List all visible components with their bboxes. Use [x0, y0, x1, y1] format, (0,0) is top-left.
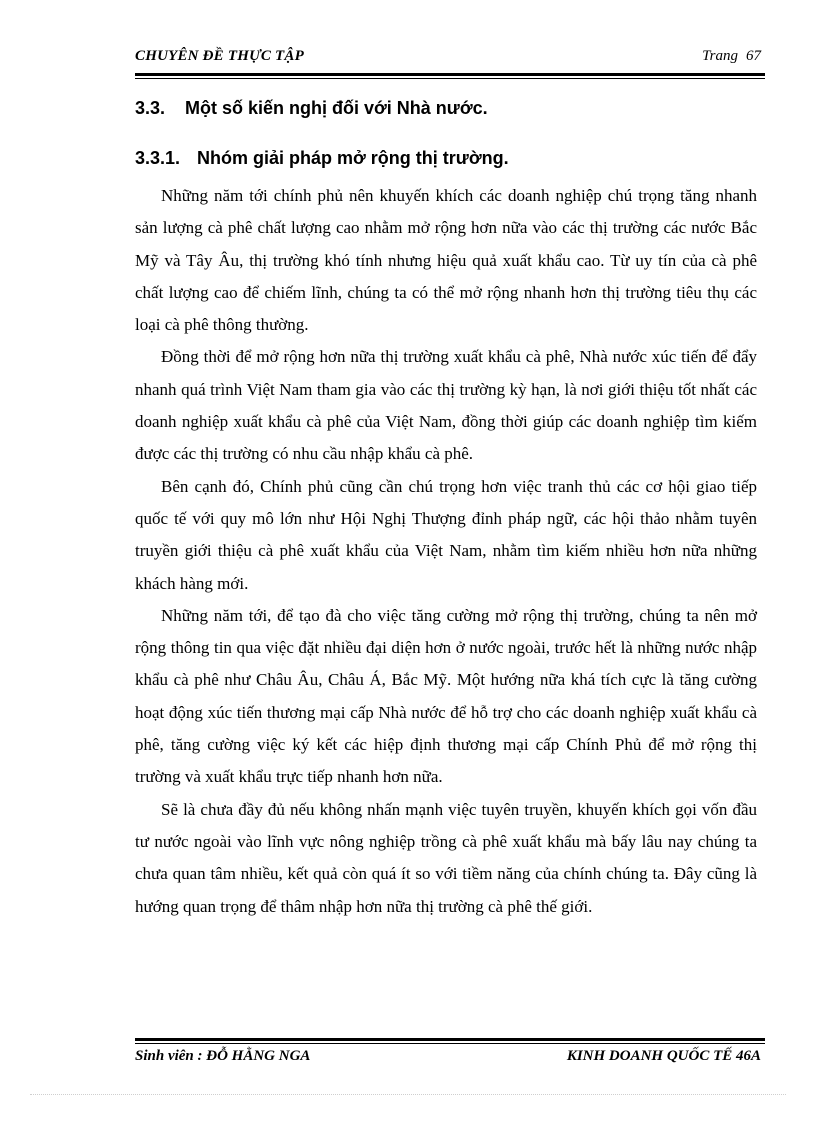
- paragraph: Bên cạnh đó, Chính phủ cũng cần chú trọng hơn việc tranh thủ các cơ hội giao tiếp quốc tế với quy mô lớn như Hội Nghị Thượng đỉnh pháp ngữ, các hội thảo nhằm tuyên truyền giới thiệu cà phê xuất khẩu của Việt Nam, nhằm tìm kiếm nhiều hơn nữa những khách hàng mới.: [135, 476, 757, 593]
- section-title: Một số kiến nghị đối với Nhà nước.: [185, 98, 488, 118]
- footer-student: Sinh viên : ĐỖ HẰNG NGA: [135, 1048, 311, 1064]
- page-bottom-dotted-line: [30, 1094, 786, 1095]
- section-number: 3.3.: [135, 98, 166, 118]
- page-footer: [135, 1046, 761, 1070]
- paragraph: Những năm tới chính phủ nên khuyến khích các doanh nghiệp chú trọng tăng nhanh sản lượng cà phê chất lượng cao nhằm mở rộng hơn nữa vào các thị trường các nước Bắc Mỹ và Tây Âu, thị trường khó tính nhưng hiệu quả xuất khẩu cao. Từ uy tín của cà phê chất lượng cao để chiếm lĩnh, chúng ta có thể mở rộng nhanh hơn thị trường tiêu thụ các loại cà phê thông thường.: [135, 186, 757, 335]
- header-rule-thick: [135, 73, 765, 76]
- paragraph: Những năm tới, để tạo đà cho việc tăng cường mở rộng thị trường, chúng ta nên mở rộng thông tin qua việc đặt nhiều đại diện hơn ở nước ngoài, trước hết là những nước nhập khẩu cà phê như Châu Âu, Châu Á, Bắc Mỹ. Một hướng nữa khá tích cực là tăng cường hoạt động xúc tiến thương mại cấp Nhà nước để hỗ trợ cho các doanh nghiệp xuất khẩu cà phê, tăng cường việc ký kết các hiệp định thương mại cấp Chính Phủ để mở rộng thị trường và xuất khẩu trực tiếp nhanh hơn nữa.: [135, 605, 757, 787]
- header-page: [702, 48, 761, 65]
- page-header: [135, 46, 761, 72]
- header-rule-thin: [135, 78, 765, 79]
- subsection-title: Nhóm giải pháp mở rộng thị trường.: [197, 148, 509, 168]
- paragraph: Sẽ là chưa đầy đủ nếu không nhấn mạnh việc tuyên truyền, khuyến khích gọi vốn đầu tư nước ngoài vào lĩnh vực nông nghiệp trồng cà phê xuất khẩu mà bấy lâu nay chúng ta chưa quan tâm nhiều, kết quả còn quá ít so với tiềm năng của chính chúng ta. Đây cũng là hướng quan trọng để thâm nhập hơn nữa thị trường cà phê thế giới.: [135, 799, 757, 916]
- paragraph: Đồng thời để mở rộng hơn nữa thị trường xuất khẩu cà phê, Nhà nước xúc tiến để đẩy nhanh quá trình Việt Nam tham gia vào các thị trường kỳ hạn, là nơi giới thiệu tốt nhất các doanh nghiệp xuất khẩu cà phê của Việt Nam, đồng thời giúp các doanh nghiệp tìm kiếm được các thị trường có nhu cầu nhập khẩu cà phê.: [135, 347, 757, 464]
- footer-class: KINH DOANH QUỐC TẾ 46A: [566, 1048, 761, 1064]
- footer-rule-thick: [135, 1038, 765, 1041]
- subsection-heading: [135, 142, 757, 174]
- header-title: CHUYÊN ĐỀ THỰC TẬP: [135, 48, 304, 64]
- page-content: [135, 88, 757, 923]
- footer-rule-thin: [135, 1043, 765, 1044]
- subsection-number: 3.3.1.: [135, 148, 181, 168]
- section-heading: [135, 92, 757, 124]
- header-page-number: 67: [746, 48, 761, 64]
- header-page-label: Trang: [702, 48, 738, 64]
